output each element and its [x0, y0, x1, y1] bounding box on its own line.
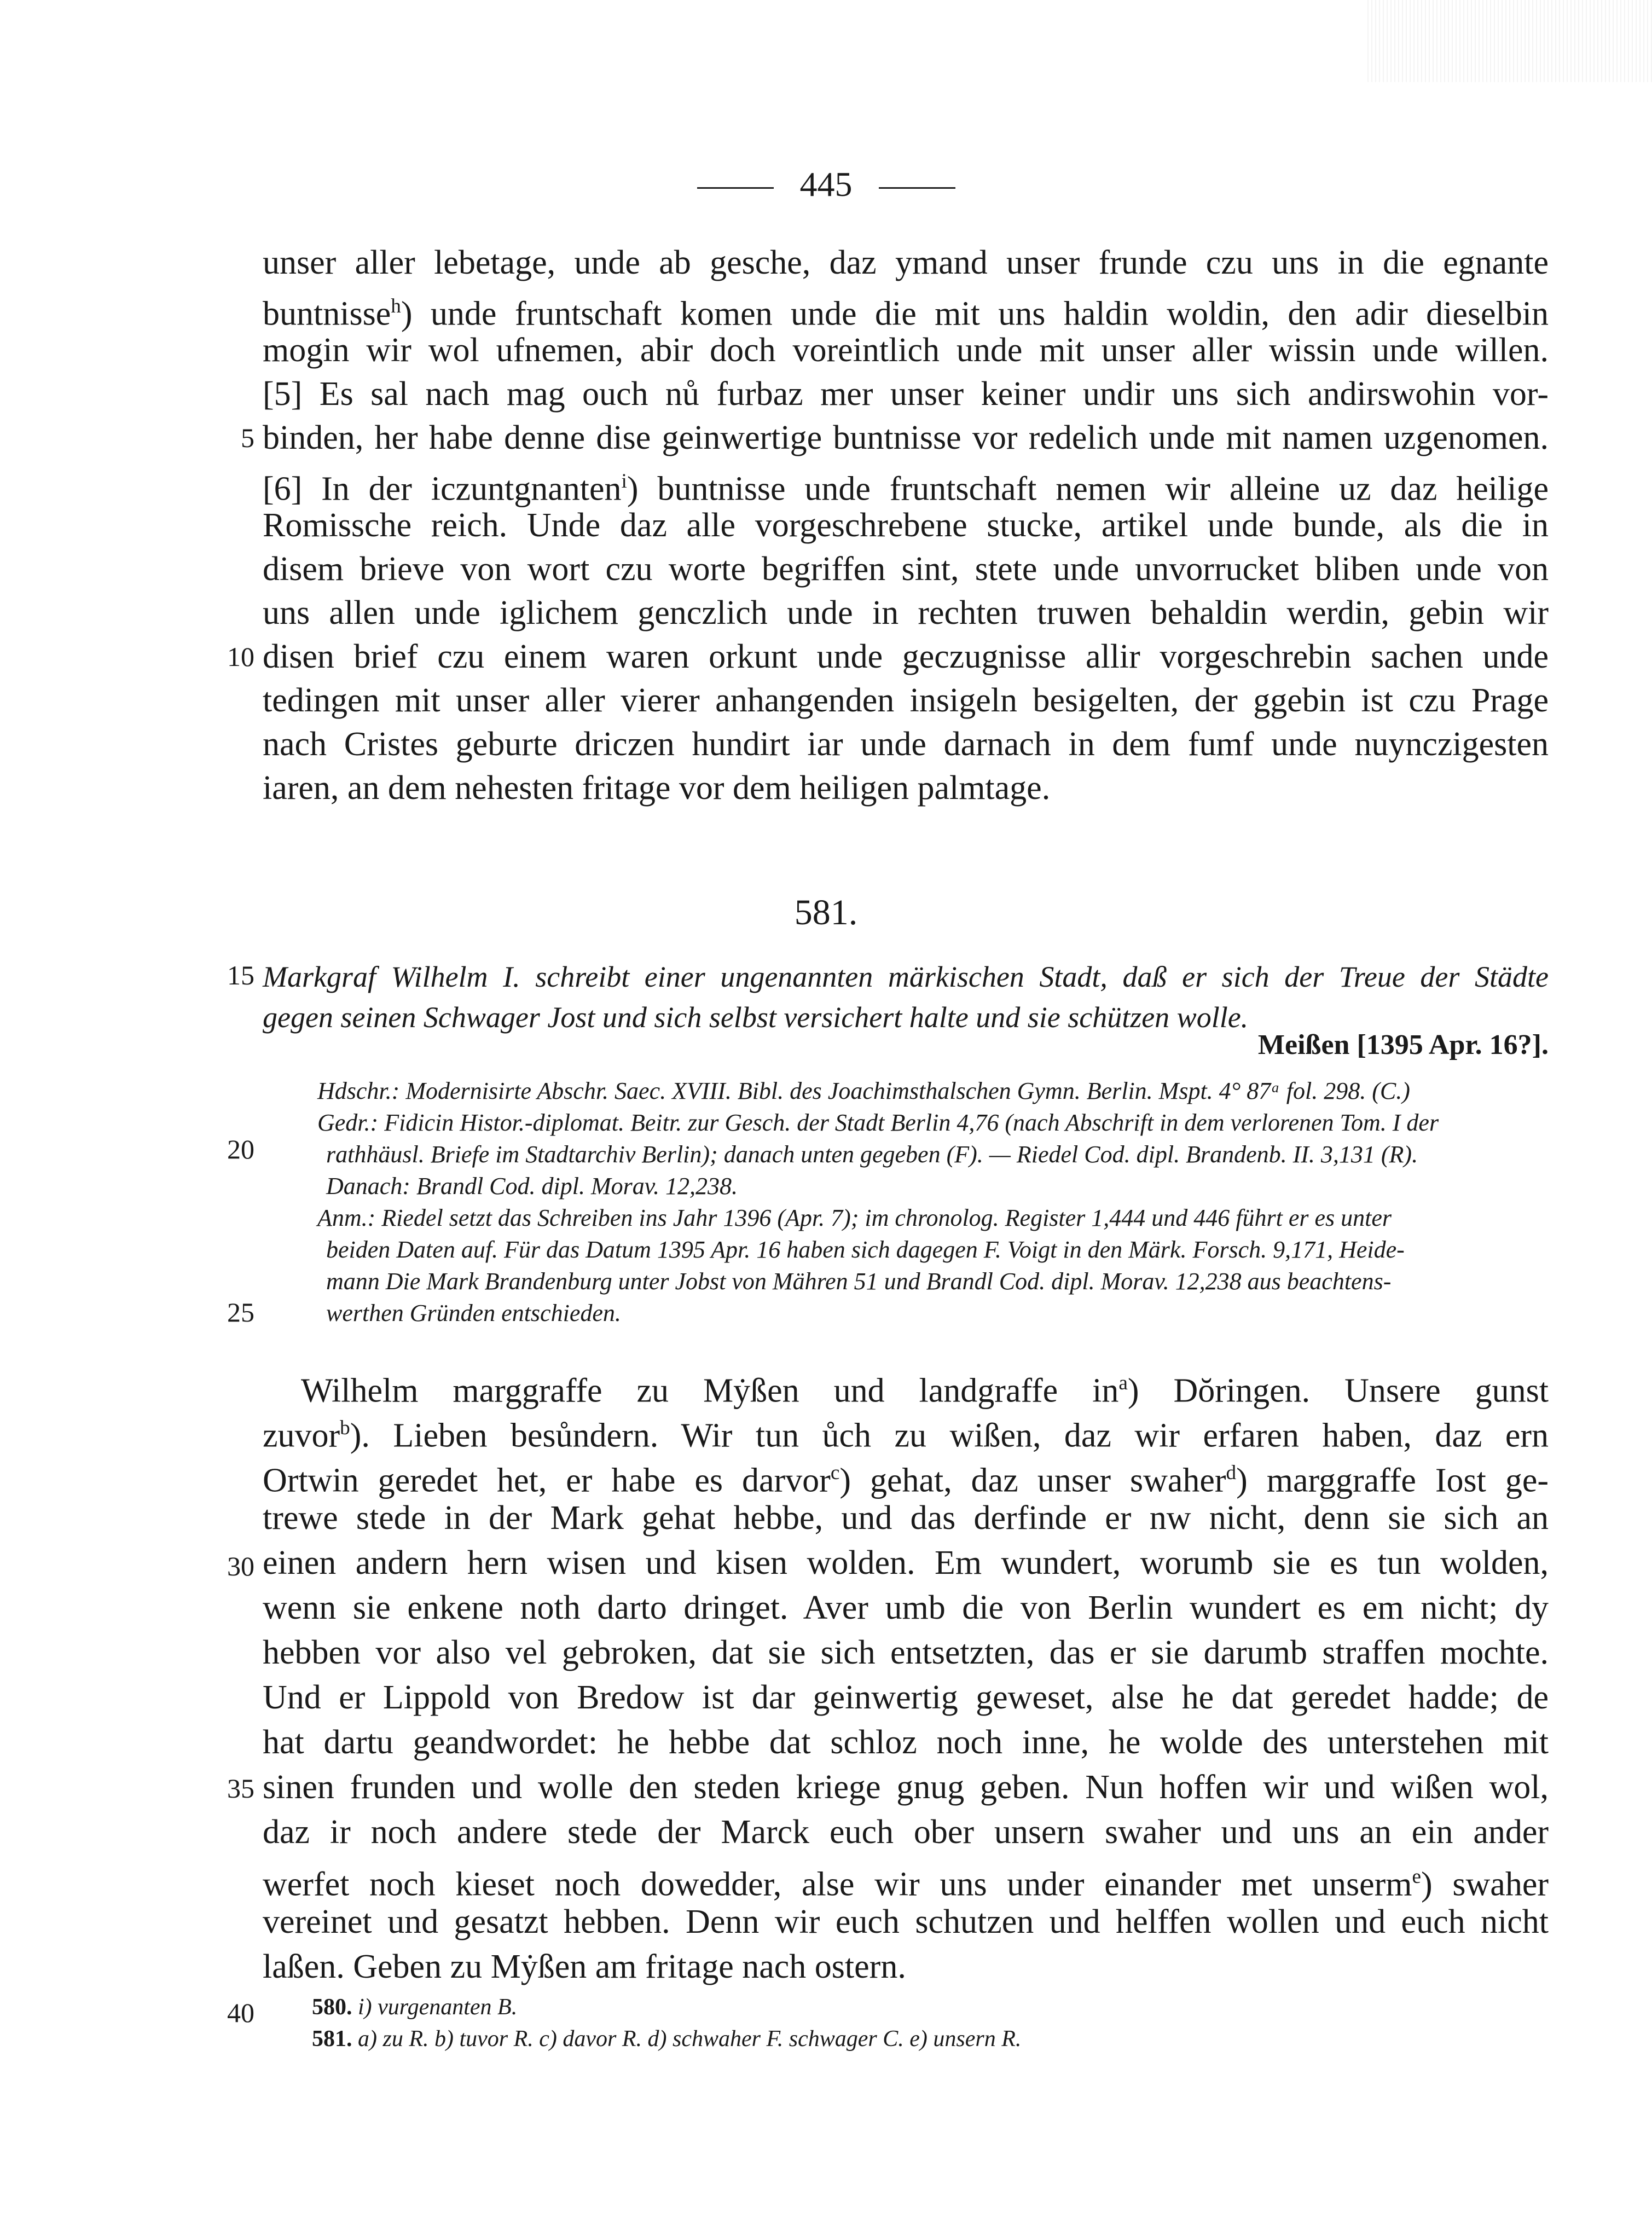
line-number: 5 — [241, 422, 254, 453]
page-number-text: 445 — [799, 165, 853, 204]
text-line: Wilhelm marggraffe zu Mẏßen und landgraffe $in^a$) Dŏringen. Unsere gunst — [301, 1372, 1549, 1410]
apparatus-hdschr: Hdschr.: Modernisirte Abschr. Saec. XVIII. Bibl. des Joachimsthalschen Gymn. Berlin. Mspt. 4° 87ᵃ fol. 298. (C.) — [317, 1077, 1410, 1104]
text-line: uns allen unde iglichem genczlich unde in rechten truwen behaldin werdin, gebin wir — [263, 594, 1549, 631]
apparatus-anm: werthen Gründen entschieden. — [326, 1300, 621, 1326]
text-line: sinen frunden und wolle den steden kriege gnug geben. Nun hoffen wir und wißen wol, — [263, 1769, 1549, 1806]
page-number-rule-left — [697, 187, 774, 189]
footnote-ref: i — [621, 470, 627, 492]
page-number-rule-right — [879, 187, 955, 189]
text-line: einen andern hern wisen und kisen wolden. Em wundert, worumb sie es tun wolden, — [263, 1544, 1549, 1581]
text-line: Romissche reich. Unde daz alle vorgeschrebene stucke, artikel unde bunde, als die in — [263, 507, 1549, 544]
page-number — [0, 164, 1652, 205]
text-line: binden, her habe denne dise geinwertige buntnisse vor redelich unde mit namen uzgenomen. — [263, 419, 1549, 456]
document-number: 581. — [794, 893, 858, 932]
apparatus-gedr: rathhäusl. Briefe im Stadtarchiv Berlin); danach unten gegeben (F). — Riedel Cod. dipl. Brandenb. II. 3,131 (R). — [326, 1141, 1418, 1168]
text-line: Ortwin geredet het, er habe es darvor$^c$) gehat, daz unser swaher$^d$) marggraffe Iost ge- — [263, 1462, 1549, 1499]
apparatus-gedr: Gedr.: Fidicin Histor.-diplomat. Beitr. zur Gesch. der Stadt Berlin 4,76 (nach Abschrift in dem verlorenen Tom. I der — [317, 1109, 1439, 1136]
footnote-ref: d — [1226, 1462, 1237, 1484]
footnote-ref: e — [1412, 1865, 1422, 1888]
text-line: nach Cristes geburte driczen hundirt iar unde darnach in dem fumf unde nuynczigesten — [263, 726, 1549, 763]
line-number: 25 — [227, 1297, 254, 1328]
apparatus-anm: mann Die Mark Brandenburg unter Jobst von Mähren 51 und Brandl Cod. dipl. Morav. 12,238 aus beachtens- — [326, 1268, 1392, 1295]
text-line: trewe stede in der Mark gehat hebbe, und das derfinde er nw nicht, denn sie sich an — [263, 1499, 1549, 1537]
text-line: unser aller lebetage, unde ab gesche, daz ymand unser frunde czu uns in die egnante — [263, 244, 1549, 281]
apparatus-gedr: Danach: Brandl Cod. dipl. Morav. 12,238. — [326, 1173, 738, 1200]
text-line: wenn sie enkene noth darto dringet. Aver umb die von Berlin wundert es em nicht; dy — [263, 1589, 1549, 1626]
footnote-ref: c — [830, 1462, 840, 1484]
text-line: [5] Es sal nach mag ouch nů furbaz mer unser keiner undir uns sich andirswohin vor- — [263, 375, 1549, 413]
regest-line: gegen seinen Schwager Jost und sich selbst versichert halte und sie schützen wolle. — [263, 1001, 1249, 1034]
text-line: vereinet und gesatzt hebben. Denn wir euch schutzen und helffen wollen und euch nicht — [263, 1903, 1549, 1940]
text-line: buntnisse$^h$) unde fruntschaft komen unde die mit uns haldin woldin, den adir dieselbin — [263, 295, 1549, 333]
footnote-ref: h — [391, 295, 401, 317]
text-line: hat dartu geandwordet: he hebbe dat schloz noch inne, he wolde des unterstehen mit — [263, 1724, 1549, 1761]
text-line: disen brief czu einem waren orkunt unde geczugnisse allir vorgeschrebin sachen unde — [263, 638, 1549, 675]
line-number: 30 — [227, 1551, 254, 1581]
footnote-ref: a — [1118, 1372, 1128, 1394]
footnote-ref: b — [340, 1417, 350, 1439]
line-number: 35 — [227, 1773, 254, 1804]
footnote-581: 581. a) zu R. b) tuvor R. c) davor R. d) schwaher F. schwager C. e) unsern R. — [312, 2026, 1022, 2052]
line-number: 15 — [227, 960, 254, 990]
text-line: hebben vor also vel gebroken, dat sie sich entsetzten, das er sie darumb straffen mochte. — [263, 1634, 1549, 1671]
text-line: zuvor$^b$). Lieben besůndern. Wir tun ůch zu wißen, daz wir erfaren haben, daz ern — [263, 1417, 1549, 1455]
text-line: laßen. Geben zu Mẏßen am fritage nach ostern. — [263, 1948, 906, 1985]
text-line: tedingen mit unser aller vierer anhangenden insigeln besigelten, der ggebin ist czu Prage — [263, 682, 1549, 719]
text-line: werfet noch kieset noch dowedder, alse wir uns under einander met unserm$^e$) swaher — [263, 1865, 1549, 1903]
apparatus-anm: Anm.: Riedel setzt das Schreiben ins Jahr 1396 (Apr. 7); im chronolog. Register 1,444 und 446 führt er es unter — [317, 1204, 1392, 1231]
text-line: disem brieve von wort czu worte begriffen sint, stete unde unvorrucket bliben unde von — [263, 551, 1549, 588]
line-number: 20 — [227, 1134, 254, 1164]
line-number: 40 — [227, 1997, 254, 2028]
text-line: mogin wir wol ufnemen, abir doch voreintlich unde mit unser aller wissin unde willen. — [263, 332, 1549, 369]
regest-line: Markgraf Wilhelm I. schreibt einer ungenannten märkischen Stadt, daß er sich der Treue der Städte — [263, 960, 1549, 993]
scan-edge-noise — [1367, 0, 1652, 82]
apparatus-anm: beiden Daten auf. Für das Datum 1395 Apr. 16 haben sich dagegen F. Voigt in den Märk. Forsch. 9,171, Heide- — [326, 1236, 1405, 1263]
text-line: Und er Lippold von Bredow ist dar geinwertig geweset, alse he dat geredet hadde; de — [263, 1679, 1549, 1716]
text-line: daz ir noch andere stede der Marck euch ober unsern swaher und uns an ein ander — [263, 1813, 1549, 1851]
line-number: 10 — [227, 641, 254, 672]
text-line: iaren, an dem nehesten fritage vor dem heiligen palmtage. — [263, 769, 1051, 807]
text-line: [6] In der iczuntgnanten$^i$) buntnisse unde fruntschaft nemen wir alleine uz daz heilige — [263, 470, 1549, 508]
place-date: Meißen [1395 Apr. 16?]. — [1257, 1029, 1549, 1061]
footnote-580: 580. i) vurgenanten B. — [312, 1995, 518, 2020]
